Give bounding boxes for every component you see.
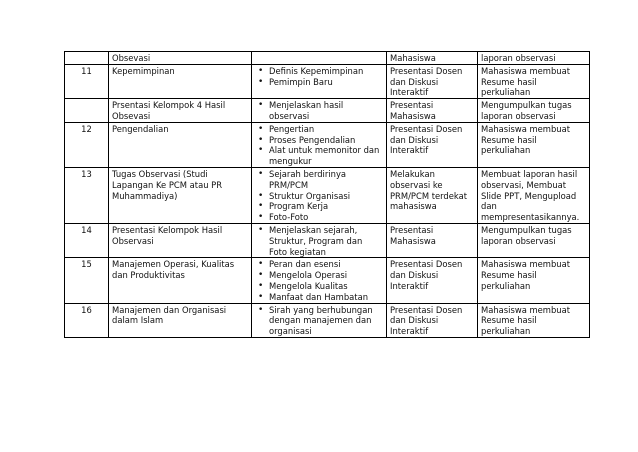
subtopic-list: [255, 124, 383, 167]
task-cell: Mahasiswa membuat Resume hasil perkuliahan: [478, 122, 590, 167]
topic-cell: Presentasi Kelompok Hasil Observasi: [109, 223, 252, 257]
method-cell: Presentasi Dosen dan Diskusi Interaktif: [387, 64, 478, 98]
meeting-number-cell: 14: [65, 223, 109, 257]
topic-cell: Manajemen Operasi, Kualitas dan Produktivitas: [109, 258, 252, 303]
subtopics-cell: [252, 64, 387, 98]
topic-cell: Tugas Observasi (Studi Lapangan Ke PCM atau PR Muhammadiya): [109, 167, 252, 223]
subtopic-item: • Struktur Organisasi: [269, 191, 383, 202]
task-cell: Mengumpulkan tugas laporan observasi: [478, 223, 590, 257]
task-cell: Mahasiswa membuat Resume hasil perkuliahan: [478, 258, 590, 303]
subtopic-item: • Menjelaskan sejarah, Struktur, Program dan Foto kegiatan: [269, 225, 383, 257]
table-row: [65, 258, 590, 303]
subtopic-item: • Pemimpin Baru: [269, 77, 383, 88]
syllabus-table-body: [65, 52, 590, 338]
meeting-number-cell: [65, 52, 109, 65]
subtopic-list: [255, 225, 383, 257]
topic-cell: Obsevasi: [109, 52, 252, 65]
subtopic-item: • Mengelola Kualitas: [269, 281, 383, 292]
table-row: [65, 99, 590, 123]
subtopics-cell: [252, 122, 387, 167]
subtopic-item: • Proses Pengendalian: [269, 135, 383, 146]
meeting-number-cell: 11: [65, 64, 109, 98]
subtopic-item: • Definis Kepemimpinan: [269, 66, 383, 77]
topic-cell: Manajemen dan Organisasi dalam Islam: [109, 303, 252, 337]
subtopic-item: • Foto-Foto: [269, 212, 383, 223]
subtopics-cell: [252, 99, 387, 123]
meeting-number-cell: 16: [65, 303, 109, 337]
table-row: [65, 64, 590, 98]
table-row: [65, 52, 590, 65]
subtopics-cell: [252, 223, 387, 257]
table-row: [65, 167, 590, 223]
task-cell: Mahasiswa membuat Resume hasil perkuliahan: [478, 64, 590, 98]
method-cell: Melakukan observasi ke PRM/PCM terdekat mahasiswa: [387, 167, 478, 223]
method-cell: Mahasiswa: [387, 52, 478, 65]
syllabus-table: [64, 51, 590, 338]
task-cell: Mahasiswa membuat Resume hasil perkuliahan: [478, 303, 590, 337]
method-cell: Presentasi Dosen dan Diskusi Interaktif: [387, 122, 478, 167]
method-cell: Presentasi Mahasiswa: [387, 99, 478, 123]
subtopics-cell: [252, 167, 387, 223]
subtopic-list: [255, 169, 383, 223]
method-cell: Presentasi Mahasiswa: [387, 223, 478, 257]
subtopic-item: • Manfaat dan Hambatan: [269, 292, 383, 303]
subtopic-item: • Sejarah berdirinya PRM/PCM: [269, 169, 383, 191]
topic-cell: Pengendalian: [109, 122, 252, 167]
meeting-number-cell: 13: [65, 167, 109, 223]
topic-cell: Kepemimpinan: [109, 64, 252, 98]
subtopic-item: • Sirah yang berhubungan dengan manajemen dan organisasi: [269, 305, 383, 337]
subtopic-item: • Menjelaskan hasil observasi: [269, 100, 383, 122]
subtopics-cell: [252, 258, 387, 303]
subtopics-cell: [252, 303, 387, 337]
task-cell: Mengumpulkan tugas laporan observasi: [478, 99, 590, 123]
subtopic-item: • Mengelola Operasi: [269, 270, 383, 281]
subtopic-list: [255, 66, 383, 88]
subtopic-list: [255, 305, 383, 337]
task-cell: Membuat laporan hasil observasi, Membuat Slide PPT, Mengupload dan mempresentasikannya.: [478, 167, 590, 223]
subtopic-item: • Program Kerja: [269, 201, 383, 212]
meeting-number-cell: 15: [65, 258, 109, 303]
subtopic-list: [255, 100, 383, 122]
subtopic-item: • Peran dan esensi: [269, 259, 383, 270]
table-row: [65, 303, 590, 337]
subtopic-item: • Pengertian: [269, 124, 383, 135]
subtopics-cell: [252, 52, 387, 65]
table-row: [65, 122, 590, 167]
task-cell: laporan observasi: [478, 52, 590, 65]
topic-cell: Prsentasi Kelompok 4 Hasil Obsevasi: [109, 99, 252, 123]
method-cell: Presentasi Dosen dan Diskusi Interaktif: [387, 258, 478, 303]
table-row: [65, 223, 590, 257]
meeting-number-cell: [65, 99, 109, 123]
subtopic-list: [255, 259, 383, 302]
meeting-number-cell: 12: [65, 122, 109, 167]
method-cell: Presentasi Dosen dan Diskusi Interaktif: [387, 303, 478, 337]
subtopic-item: • Alat untuk memonitor dan mengukur: [269, 145, 383, 167]
